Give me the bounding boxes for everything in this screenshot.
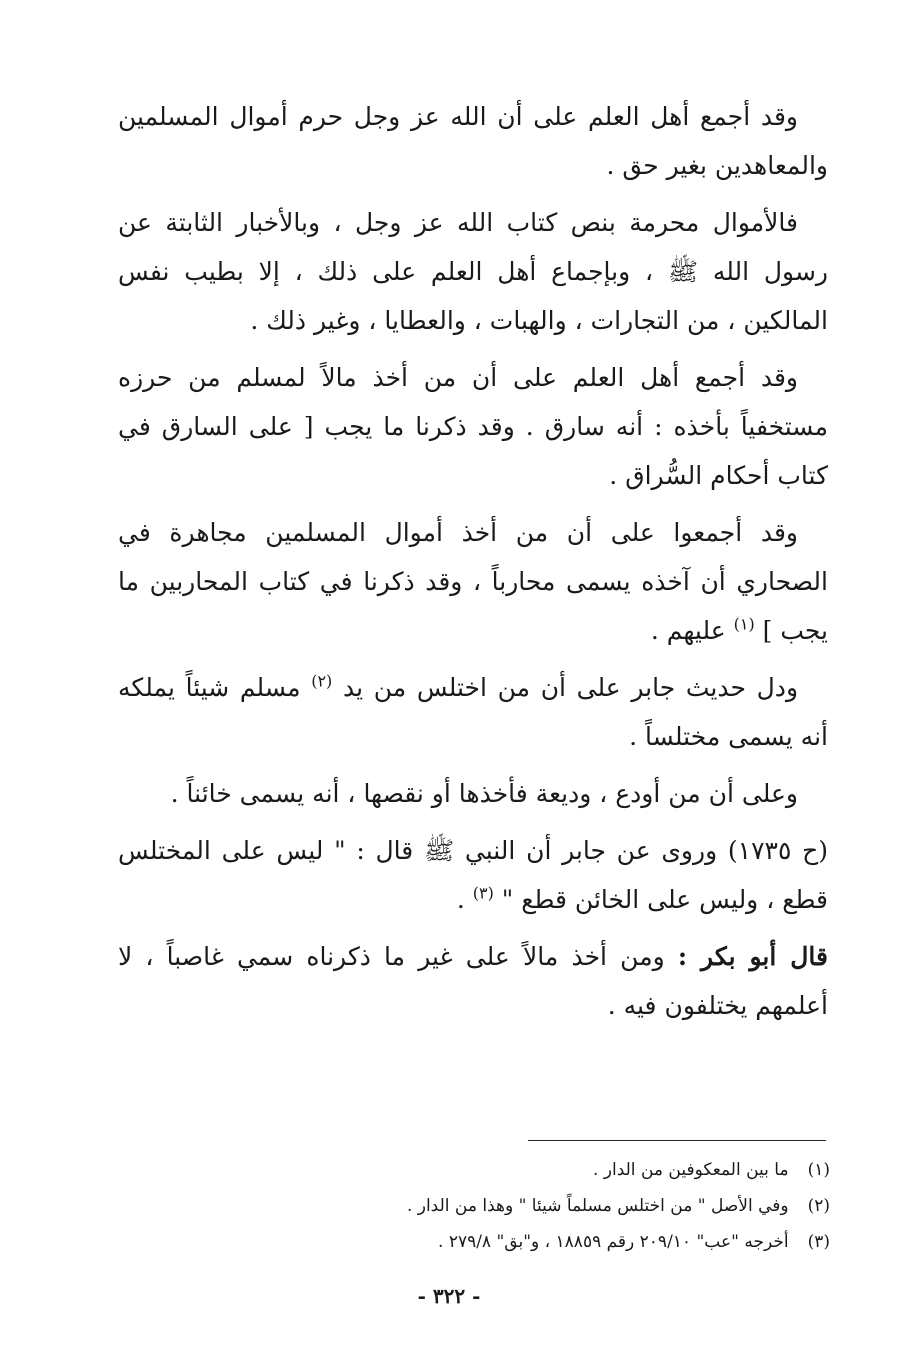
footnote-3 bbox=[320, 1224, 830, 1260]
footnote-1 bbox=[320, 1152, 830, 1188]
page-number: - ٣٢٢ - bbox=[417, 1284, 481, 1308]
footnote-ref-3: (٣) bbox=[472, 883, 494, 903]
footnote-3-number: (٣) bbox=[807, 1232, 830, 1252]
paragraph-2: فالأموال محرمة بنص كتاب الله عز وجل ، وبالأخبار الثابتة عن رسول الله ﷺ ، وبإجماع أهل العلم على ذلك ، إلا بطيب نفس المالكين ، من التجارات ، والهبات ، والعطايا ، وغير ذلك . bbox=[118, 208, 828, 335]
paragraph-5-end: مسلم شيئاً يملكه أنه يسمى مختلساً . bbox=[118, 673, 828, 751]
footnote-1-number: (١) bbox=[807, 1160, 830, 1180]
paragraph-5-text: ودل حديث جابر على أن من اختلس من يد bbox=[342, 673, 799, 702]
footnote-2-text: وفي الأصل " من اختلس مسلماً شيئا " وهذا من الدار . bbox=[406, 1196, 789, 1216]
hadith-paragraph bbox=[118, 826, 828, 924]
footnote-1-text: ما بين المعكوفين من الدار . bbox=[592, 1160, 789, 1180]
footnote-2 bbox=[320, 1188, 830, 1224]
footnotes bbox=[320, 1152, 830, 1260]
hadith-number: (ح ١٧٣٥) bbox=[727, 836, 828, 865]
closing-paragraph bbox=[118, 932, 828, 1030]
paragraph-4-text: وقد أجمعوا على أن من أخذ أموال المسلمين مجاهرة في الصحاري أن آخذه يسمى محارباً ، وقد ذكرنا في كتاب المحاربين ما يجب ] bbox=[118, 518, 828, 645]
paragraph-4 bbox=[118, 508, 828, 655]
footnote-ref-1: (١) bbox=[733, 614, 755, 634]
closing-lead: قال أبو بكر : bbox=[677, 942, 829, 971]
footnote-2-number: (٢) bbox=[807, 1196, 830, 1216]
footnote-ref-2: (٢) bbox=[311, 671, 333, 691]
paragraph-6: وعلى أن من أودع ، وديعة فأخذها أو نقصها ، أنه يسمى خائناً . bbox=[170, 779, 798, 808]
footnote-separator bbox=[528, 1140, 826, 1141]
footnote-3-text: أخرجه "عب" ٢٠٩/١٠ رقم ١٨٨٥٩ ، و"بق" ٢٧٩/٨ . bbox=[438, 1232, 789, 1252]
paragraph-4-end: عليهم . bbox=[650, 616, 726, 645]
closing-text: ومن أخذ مالاً على غير ما ذكرناه سمي غاصباً ، لا أعلمهم يختلفون فيه . bbox=[118, 942, 828, 1020]
paragraph-5 bbox=[118, 663, 828, 761]
hadith-end: . bbox=[456, 885, 465, 914]
paragraph-1: وقد أجمع أهل العلم على أن الله عز وجل حرم أموال المسلمين والمعاهدين بغير حق . bbox=[118, 102, 828, 180]
hadith-text: وروى عن جابر أن النبي ﷺ قال : " ليس على المختلس قطع ، وليس على الخائن قطع " bbox=[118, 836, 828, 914]
paragraph-3: وقد أجمع أهل العلم على أن من أخذ مالاً لمسلم من حرزه مستخفياً بأخذه : أنه سارق . وقد ذكرنا ما يجب [ على السارق في كتاب أحكام السُّراق . bbox=[118, 363, 828, 490]
main-text bbox=[118, 92, 828, 1038]
